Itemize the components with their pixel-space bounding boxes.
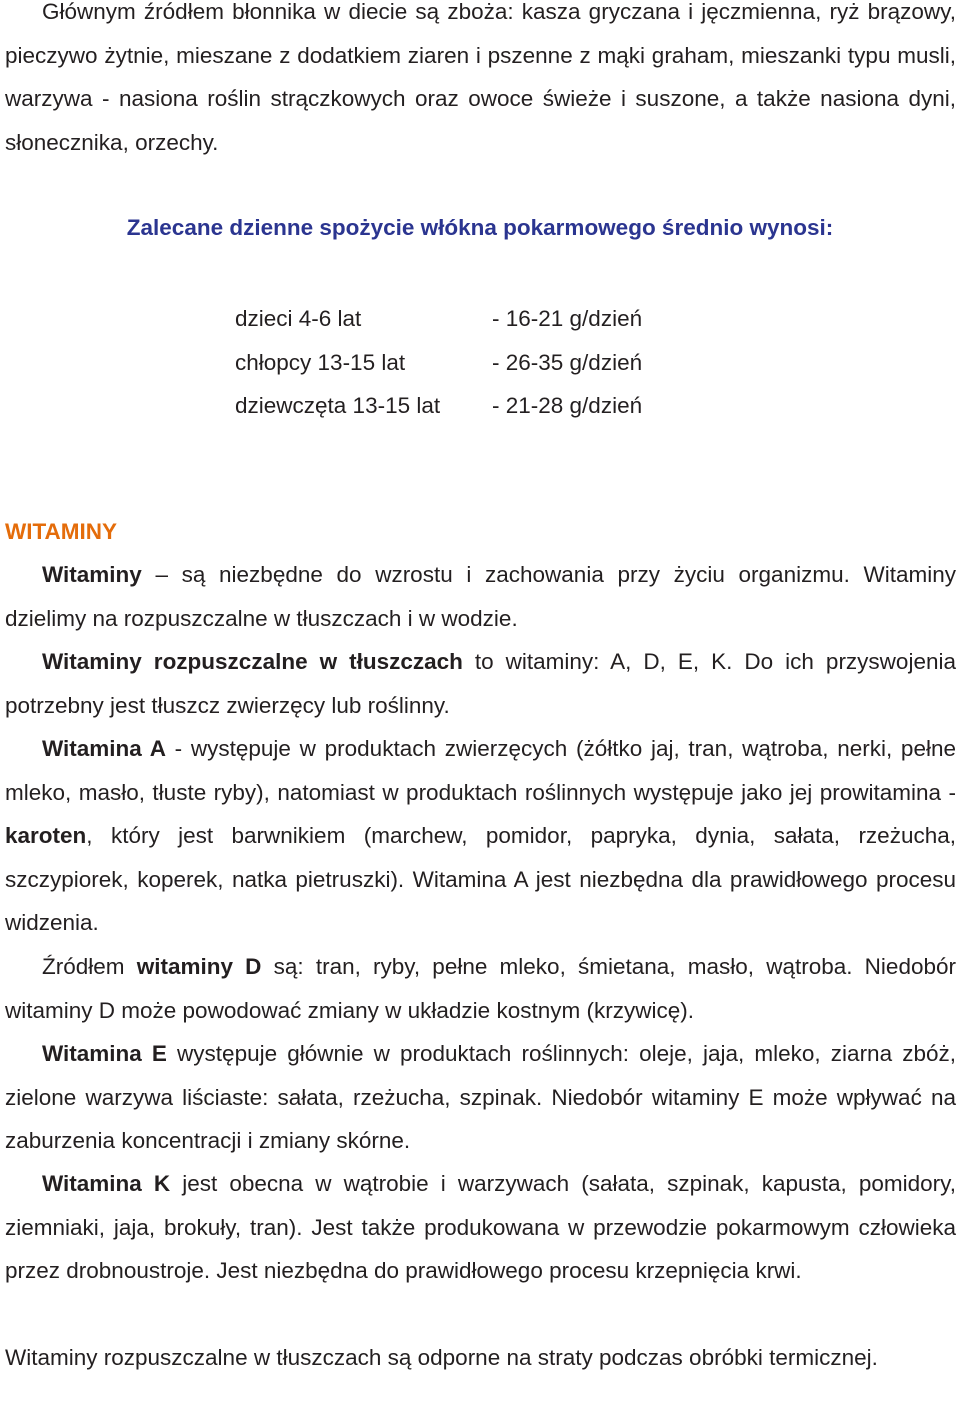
vitamins-definition-text: – są niezbędne do wzrostu i zachowania przy życiu organizmu. Witaminy dzielimy na rozpuszczalne w tłuszczach i w wodzie. — [5, 562, 956, 631]
vitamin-k-text: jest obecna w wątrobie i warzywach (sałata, szpinak, kapusta, pomidory, ziemniaki, jaja, brokuły, tran). Jest także produkowana w przewodzie pokarmowym człowieka przez drobnoustroje. Jest niezbędna do prawidłowego procesu krzepnięcia krwi. — [5, 1171, 956, 1284]
heat-resistance-text: Witaminy rozpuszczalne w tłuszczach są odporne na straty podczas obróbki termicznej. — [5, 1345, 878, 1370]
vitamin-d-text-part2: są: tran, ryby, pełne mleko, śmietana, masło, wątroba. Niedobór witaminy D może powodować zmiany w układzie kostnym (krzywicę). — [5, 954, 956, 1023]
table-row — [235, 297, 642, 341]
fiber-intake-table — [235, 297, 642, 428]
age-group-cell: chłopcy 13-15 lat — [235, 349, 406, 375]
vitamin-e-term: Witamina E — [42, 1041, 167, 1066]
fat-soluble-paragraph — [5, 640, 956, 727]
vitamin-a-text-part1: - występuje w produktach zwierzęcych (żółtko jaj, tran, wątroba, nerki, pełne mleko, masło, tłuste ryby), natomiast w produktach roślinnych występuje jako jej prowitamina - — [5, 736, 956, 805]
intro-text: Głównym źródłem błonnika w diecie są zboża: kasza gryczana i jęczmienna, ryż brązowy, pieczywo żytnie, mieszane z dodatkiem ziaren i pszenne z mąki graham, mieszanki typu musli, warzywa - nasiona roślin strączkowych oraz owoce świeże i suszone, a także nasiona dyni, słonecznika, orzechy. — [5, 0, 956, 155]
age-group-cell: dziewczęta 13-15 lat — [235, 393, 441, 419]
table-row — [235, 341, 642, 385]
fiber-heading: Zalecane dzienne spożycie włókna pokarmowego średnio wynosi: — [126, 215, 834, 240]
vitamin-a-paragraph — [5, 727, 956, 945]
amount-cell: - 26-35 g/dzień — [492, 349, 643, 375]
amount-cell: - 21-28 g/dzień — [492, 393, 643, 419]
intro-paragraph — [5, 0, 956, 164]
vitamin-d-term: witaminy D — [136, 954, 262, 979]
vitamin-d-paragraph — [5, 945, 956, 1032]
vitamin-a-term: Witamina A — [42, 736, 166, 761]
vitamin-e-paragraph — [5, 1032, 956, 1163]
table-row — [235, 384, 642, 428]
vitamins-section-title: WITAMINY — [5, 519, 118, 544]
vitamins-definition-paragraph — [5, 553, 956, 640]
vitamins-term: Witaminy — [42, 562, 142, 587]
carotene-term: karoten — [5, 823, 87, 849]
vitamin-d-text-part1: Źródłem — [42, 954, 137, 979]
vitamin-k-term: Witamina K — [42, 1171, 171, 1196]
fat-soluble-text: to witaminy: A, D, E, K. Do ich przyswojenia potrzebny jest tłuszcz zwierzęcy lub roślinny. — [5, 649, 956, 718]
amount-cell: - 16-21 g/dzień — [492, 306, 643, 331]
heat-resistance-paragraph — [5, 1336, 956, 1380]
vitamin-a-text-part2: , który jest barwnikiem (marchew, pomidor, papryka, dynia, sałata, rzeżucha, szczypiorek, koperek, natka pietruszki). Witamina A jest niezbędna dla prawidłowego procesu widzenia. — [5, 823, 956, 936]
vitamin-k-paragraph — [5, 1162, 956, 1293]
fat-soluble-term: Witaminy rozpuszczalne w tłuszczach — [42, 649, 463, 674]
vitamin-e-text: występuje głównie w produktach roślinnych: oleje, jaja, mleko, ziarna zbóż, zielone warzywa liściaste: sałata, rzeżucha, szpinak. Niedobór witaminy E może wpływać na zaburzenia koncentracji i zmiany skórne. — [5, 1041, 956, 1154]
age-group-cell: dzieci 4-6 lat — [235, 306, 362, 331]
